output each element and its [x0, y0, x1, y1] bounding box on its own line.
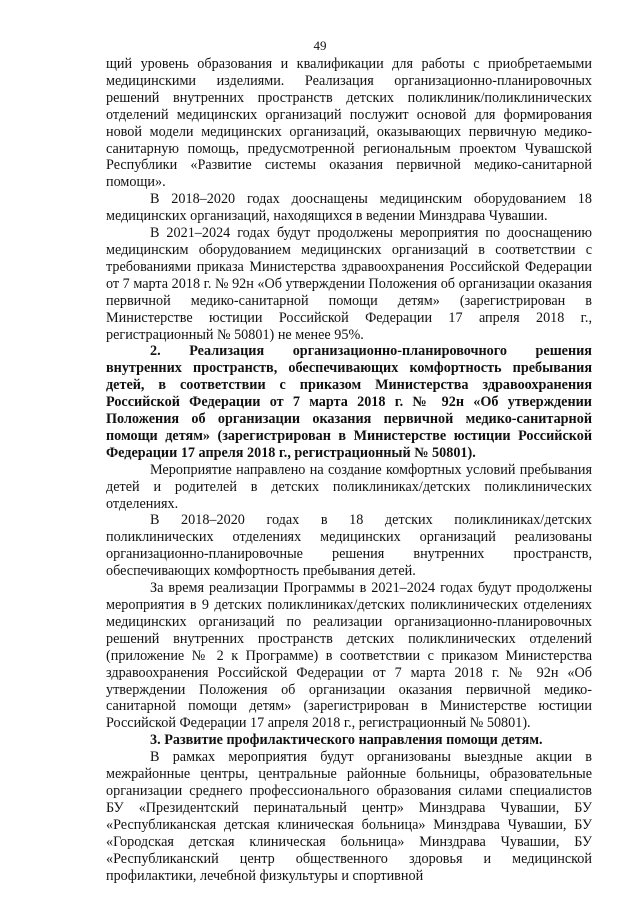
paragraph: В 2018–2020 годах дооснащены медицинским оборудованием 18 медицинских организаций, находящихся в ведении Минздрава Чувашии. [106, 191, 592, 225]
document-body [106, 56, 592, 884]
paragraph: В 2021–2024 годах будут продолжены мероприятия по дооснащению медицинским оборудованием медицинских организаций в соответствии с требованиями приказа Министерства здравоохранения Российской Федерации от 7 марта 2018 г. № 92н «Об утверждении Положения об организации оказания первичной медико-санитарной помощи детям» (зарегистрирован в Министерстве юстиции Российской Федерации 17 апреля 2018 г., регистрационный № 50801) не менее 95%. [106, 225, 592, 343]
paragraph: За время реализации Программы в 2021–2024 годах будут продолжены мероприятия в 9 детских поликлиниках/детских поликлинических отделениях медицинских организаций по реализации организационно-планировочных решений внутренних пространств детских поликлинических отделений (приложение № 2 к Программе) в соответствии с приказом Министерства здравоохранения Российской Федерации от 7 марта 2018 г. № 92н «Об утверждении Положения об организации оказания первичной медико-санитарной помощи детям» (зарегистрирован в Министерстве юстиции Российской Федерации 17 апреля 2018 г., регистрационный № 50801). [106, 580, 592, 732]
paragraph: щий уровень образования и квалификации для работы с приобретаемыми медицинскими изделиями. Реализация организационно-планировочных решений внутренних пространств детских поликлиник/поликлинических отделений медицинских организаций послужит основой для формирования новой модели медицинских организаций, оказывающих первичную медико-санитарную помощь, предусмотренной региональным проектом Чувашской Республики «Развитие системы оказания первичной медико-санитарной помощи». [106, 56, 592, 191]
section-heading: 2. Реализация организационно-планировочного решения внутренних пространств, обеспечивающих комфортность пребывания детей, в соответствии с приказом Министерства здравоохранения Российской Федерации от 7 марта 2018 г. № 92н «Об утверждении Положения об организации оказания первичной медико-санитарной помощи детям» (зарегистрирован в Министерстве юстиции Российской Федерации 17 апреля 2018 г., регистрационный № 50801). [106, 343, 592, 461]
paragraph: Мероприятие направлено на создание комфортных условий пребывания детей и родителей в детских поликлиниках/детских поликлинических отделениях. [106, 461, 592, 512]
paragraph: В рамках мероприятия будут организованы выездные акции в межрайонные центры, центральные районные больницы, образовательные организации среднего профессионального образования силами специалистов БУ «Президентский перинатальный центр» Минздрава Чувашии, БУ «Республиканская детская клиническая больница» Минздрава Чувашии, БУ «Городская детская клиническая больница» Минздрава Чувашии, БУ «Республиканский центр общественного здоровья и медицинской профилактики, лечебной физкультуры и спортивной [106, 749, 592, 884]
paragraph: В 2018–2020 годах в 18 детских поликлиниках/детских поликлинических отделениях медицинских организаций реализованы организационно-планировочные решения внутренних пространств, обеспечивающих комфортность пребывания детей. [106, 512, 592, 580]
page-number: 49 [313, 38, 327, 53]
section-heading: 3. Развитие профилактического направления помощи детям. [150, 732, 543, 749]
